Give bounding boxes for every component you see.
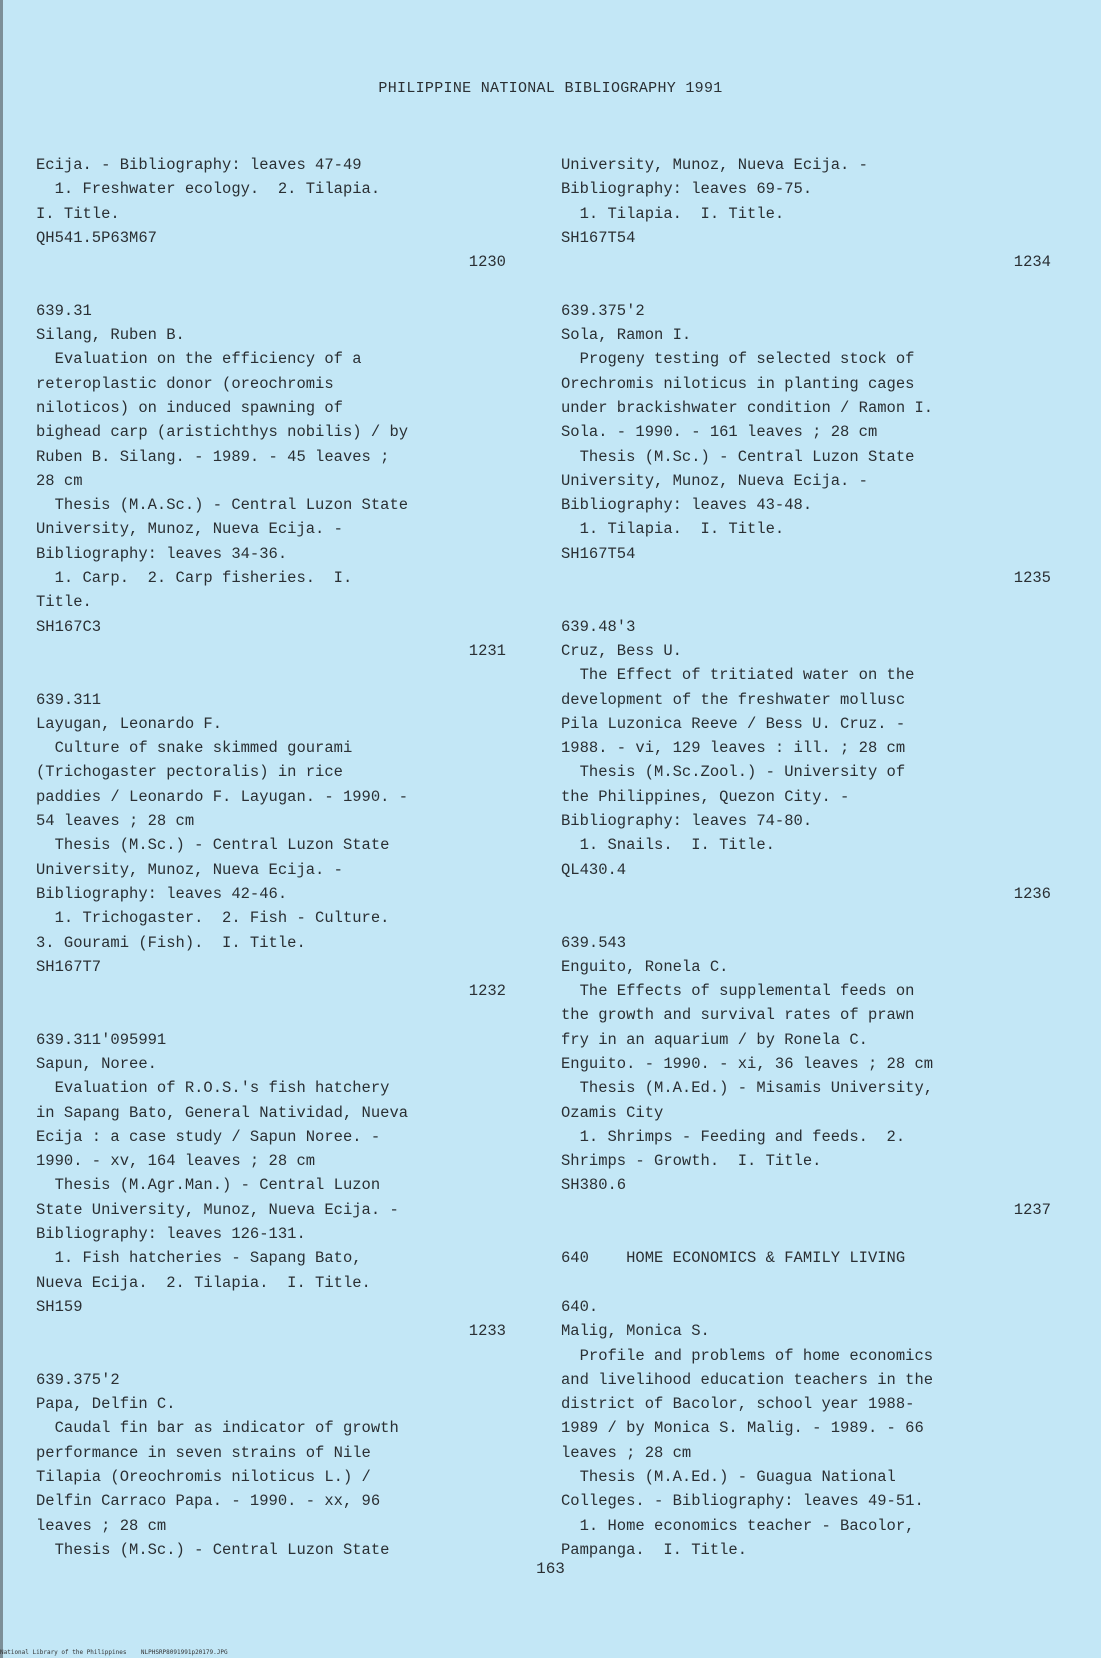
text-line: Bibliography: leaves 43-48. xyxy=(561,496,813,515)
text-line: Thesis (M.Agr.Man.) - Central Luzon xyxy=(36,1176,381,1195)
text-line: Bibliography: leaves 74-80. xyxy=(561,812,813,831)
text-line: Shrimps - Growth. I. Title. xyxy=(561,1152,822,1171)
text-line: 639.311 xyxy=(36,690,102,709)
text-line: 640. xyxy=(561,1297,599,1316)
text-line: Bibliography: leaves 69-75. xyxy=(561,180,813,199)
page-title: PHILIPPINE NATIONAL BIBLIOGRAPHY 1991 xyxy=(378,80,723,97)
entry-1236 xyxy=(561,615,1061,882)
text-line: Thesis (M.A.Ed.) - Misamis University, xyxy=(561,1079,934,1098)
text-line: University, Munoz, Nueva Ecija. - xyxy=(561,471,868,490)
entry-1235 xyxy=(561,299,1061,566)
text-line: Thesis (M.A.Ed.) - Guagua National xyxy=(561,1468,896,1487)
text-line: 1. Shrimps - Feeding and feeds. 2. xyxy=(561,1127,906,1146)
entry-1232 xyxy=(36,688,516,980)
entry-1234-start xyxy=(36,1368,516,1562)
text-line: in Sapang Bato, General Natividad, Nueva xyxy=(36,1103,409,1122)
text-line: SH167C3 xyxy=(36,617,102,636)
entry-1231 xyxy=(36,299,516,639)
text-line: Profile and problems of home economics xyxy=(561,1346,934,1365)
entry-number-1231: 1231 xyxy=(468,641,506,660)
text-line: Bibliography: leaves 42-46. xyxy=(36,884,288,903)
text-line: leaves ; 28 cm xyxy=(36,1516,167,1535)
text-line: QL430.4 xyxy=(561,860,627,879)
continued-entry xyxy=(36,153,516,250)
text-line: 639.375'2 xyxy=(36,1370,120,1389)
text-line: 1988. - vi, 129 leaves : ill. ; 28 cm xyxy=(561,739,906,758)
text-line: Thesis (M.Sc.Zool.) - University of xyxy=(561,763,906,782)
entry-1238 xyxy=(561,1295,1061,1562)
entry-number-1232: 1232 xyxy=(468,982,506,1001)
page-number: 163 xyxy=(536,1560,565,1578)
text-line: under brackishwater condition / Ramon I. xyxy=(561,398,934,417)
text-line: 3. Gourami (Fish). I. Title. xyxy=(36,933,306,952)
text-line: Tilapia (Oreochromis niloticus L.) / xyxy=(36,1468,371,1487)
entry-number-1237: 1237 xyxy=(1013,1200,1051,1219)
text-line: Silang, Ruben B. xyxy=(36,326,185,345)
entry-1237 xyxy=(561,931,1061,1198)
entry-number-1235: 1235 xyxy=(1013,569,1051,588)
text-line: The Effect of tritiated water on the xyxy=(561,666,915,685)
text-line: 1. Snails. I. Title. xyxy=(561,836,775,855)
page-binding-edge xyxy=(0,0,3,1658)
text-line: Orechromis niloticus in planting cages xyxy=(561,374,915,393)
text-line: University, Munoz, Nueva Ecija. - xyxy=(36,860,343,879)
text-line: Caudal fin bar as indicator of growth xyxy=(36,1419,399,1438)
text-line: 1989 / by Monica S. Malig. - 1989. - 66 xyxy=(561,1419,924,1438)
entry-number-1233: 1233 xyxy=(468,1322,506,1341)
text-line: reteroplastic donor (oreochromis xyxy=(36,374,334,393)
text-line: SH167T54 xyxy=(561,544,636,563)
text-line: Thesis (M.Sc.) - Central Luzon State xyxy=(561,447,915,466)
text-line: Thesis (M.A.Sc.) - Central Luzon State xyxy=(36,496,409,515)
text-line: Progeny testing of selected stock of xyxy=(561,350,915,369)
text-line: SH167T7 xyxy=(36,957,102,976)
entry-1233 xyxy=(36,1028,516,1320)
text-line: performance in seven strains of Nile xyxy=(36,1443,371,1462)
text-line: 639.31 xyxy=(36,301,92,320)
text-line: 1. Home economics teacher - Bacolor, xyxy=(561,1516,915,1535)
text-line: State University, Munoz, Nueva Ecija. - xyxy=(36,1200,399,1219)
text-line: paddies / Leonardo F. Layugan. - 1990. - xyxy=(36,787,409,806)
text-line: Sapun, Noree. xyxy=(36,1054,157,1073)
text-line: 1. Carp. 2. Carp fisheries. I. xyxy=(36,569,353,588)
text-line: Layugan, Leonardo F. xyxy=(36,714,223,733)
text-line: and livelihood education teachers in the xyxy=(561,1370,934,1389)
text-line: Ruben B. Silang. - 1989. - 45 leaves ; xyxy=(36,447,390,466)
text-line: 1. Freshwater ecology. 2. Tilapia. xyxy=(36,180,381,199)
text-line: Sola, Ramon I. xyxy=(561,326,692,345)
text-line: 1. Trichogaster. 2. Fish - Culture. xyxy=(36,909,390,928)
text-line: QH541.5P63M67 xyxy=(36,228,157,247)
text-line: Ozamis City xyxy=(561,1103,664,1122)
text-line: 639.48'3 xyxy=(561,617,636,636)
text-line: Bibliography: leaves 126-131. xyxy=(36,1225,306,1244)
text-line: 28 cm xyxy=(36,471,83,490)
text-line: Colleges. - Bibliography: leaves 49-51. xyxy=(561,1492,924,1511)
text-line: Papa, Delfin C. xyxy=(36,1395,176,1414)
scan-credit: National Library of the Philippines NLPHSRP8091991p20179.JPG xyxy=(0,1649,228,1656)
text-line: SH167T54 xyxy=(561,228,636,247)
text-line: Ecija : a case study / Sapun Noree. - xyxy=(36,1127,381,1146)
text-line: Title. xyxy=(36,593,92,612)
text-line: Ecija. - Bibliography: leaves 47-49 xyxy=(36,156,362,174)
text-line: University, Munoz, Nueva Ecija. - xyxy=(36,520,343,539)
text-line: Delfin Carraco Papa. - 1990. - xx, 96 xyxy=(36,1492,381,1511)
text-line: Malig, Monica S. xyxy=(561,1322,710,1341)
text-line: Culture of snake skimmed gourami xyxy=(36,739,353,758)
text-line: Nueva Ecija. 2. Tilapia. I. Title. xyxy=(36,1273,371,1292)
text-line: Bibliography: leaves 34-36. xyxy=(36,544,288,563)
text-line: Thesis (M.Sc.) - Central Luzon State xyxy=(36,836,390,855)
text-line: development of the freshwater mollusc xyxy=(561,690,906,709)
text-line: bighead carp (aristichthys nobilis) / by xyxy=(36,423,409,442)
text-line: SH159 xyxy=(36,1297,83,1316)
text-line: district of Bacolor, school year 1988- xyxy=(561,1395,915,1414)
text-line: Evaluation on the efficiency of a xyxy=(36,350,362,369)
text-line: I. Title. xyxy=(36,204,120,223)
text-line: niloticos) on induced spawning of xyxy=(36,398,343,417)
text-line: the Philippines, Quezon City. - xyxy=(561,787,850,806)
continued-entry xyxy=(561,153,1061,250)
text-line: 1. Tilapia. I. Title. xyxy=(561,204,785,223)
text-line: fry in an aquarium / by Ronela C. xyxy=(561,1030,868,1049)
text-line: leaves ; 28 cm xyxy=(561,1443,692,1462)
text-line: (Trichogaster pectoralis) in rice xyxy=(36,763,343,782)
text-line: The Effects of supplemental feeds on xyxy=(561,982,915,1001)
text-line: 54 leaves ; 28 cm xyxy=(36,812,195,831)
text-line: 1. Fish hatcheries - Sapang Bato, xyxy=(36,1249,362,1268)
left-column xyxy=(36,153,516,1562)
text-line: 639.311'095991 xyxy=(36,1030,167,1049)
text-line: 1. Tilapia. I. Title. xyxy=(561,520,785,539)
text-line: the growth and survival rates of prawn xyxy=(561,1006,915,1025)
text-line: SH380.6 xyxy=(561,1176,627,1195)
text-line: Pila Luzonica Reeve / Bess U. Cruz. - xyxy=(561,714,906,733)
entry-number-1236: 1236 xyxy=(1013,884,1051,903)
text-line: 1990. - xv, 164 leaves ; 28 cm xyxy=(36,1152,316,1171)
right-column xyxy=(561,153,1061,1562)
text-line: Evaluation of R.O.S.'s fish hatchery xyxy=(36,1079,390,1098)
text-line: Enguito, Ronela C. xyxy=(561,957,729,976)
entry-number-1230: 1230 xyxy=(468,253,506,272)
entry-number-1234: 1234 xyxy=(1013,253,1051,272)
text-line: Cruz, Bess U. xyxy=(561,641,682,660)
text-line: Enguito. - 1990. - xi, 36 leaves ; 28 cm xyxy=(561,1054,934,1073)
section-heading: 640 HOME ECONOMICS & FAMILY LIVING xyxy=(561,1249,906,1268)
text-line: 639.375'2 xyxy=(561,301,645,320)
text-line: Sola. - 1990. - 161 leaves ; 28 cm xyxy=(561,423,878,442)
text-line: Pampanga. I. Title. xyxy=(561,1540,748,1559)
text-line: Thesis (M.Sc.) - Central Luzon State xyxy=(36,1540,390,1559)
text-line: 639.543 xyxy=(561,933,627,952)
text-line: University, Munoz, Nueva Ecija. - xyxy=(561,156,868,174)
